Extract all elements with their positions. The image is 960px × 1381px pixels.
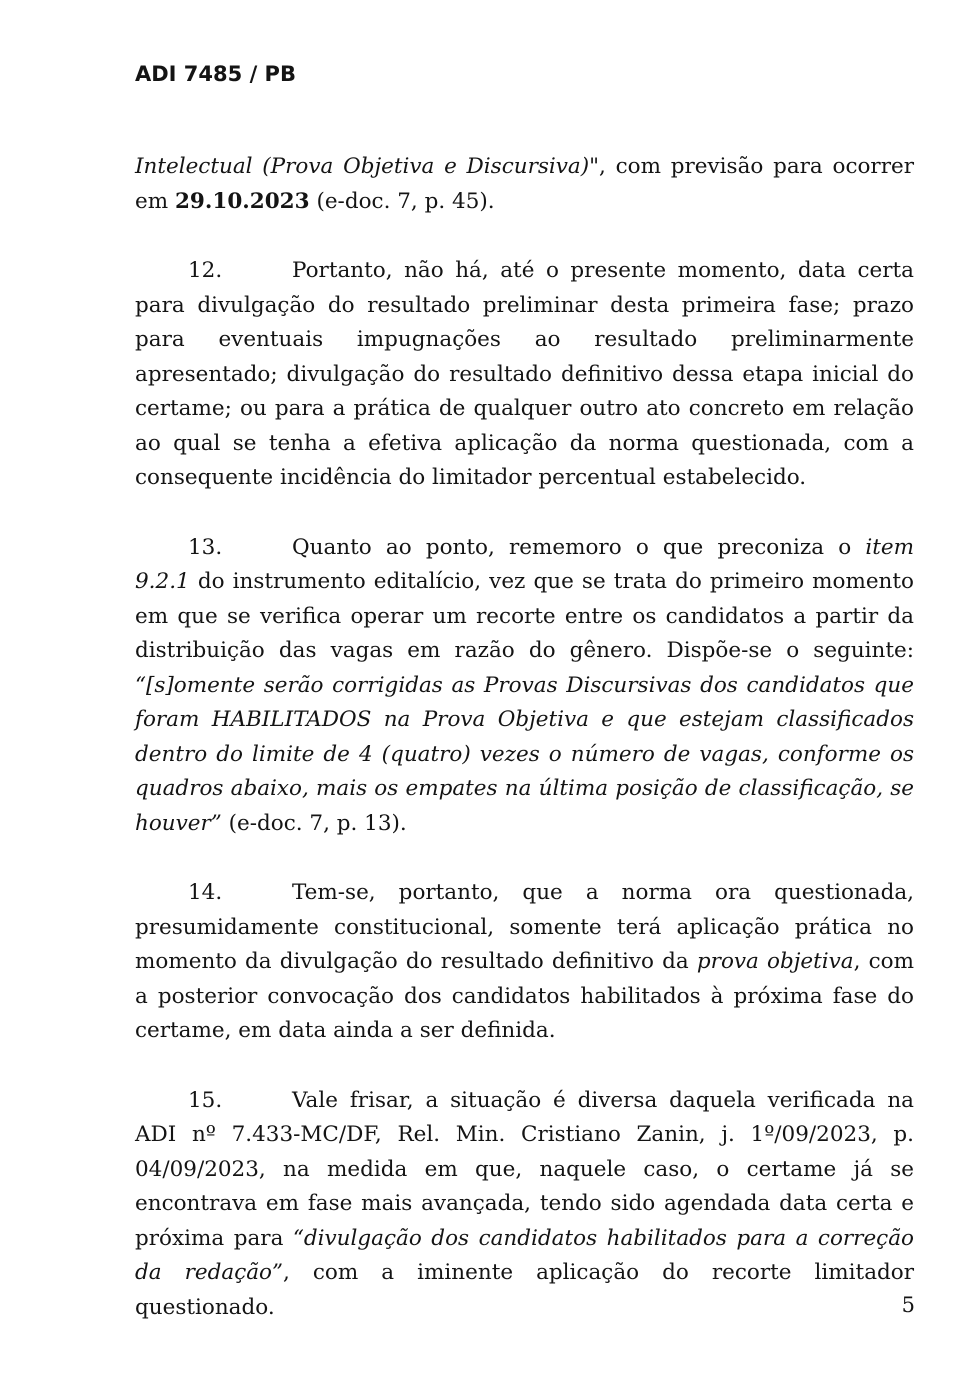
italic-text: prova objetiva [696,949,854,974]
quote-text: “divulgação dos candidatos habilitados para a correção da redação” [135,1225,914,1285]
text: Quanto ao ponto, rememoro o que preconiza o [292,534,866,560]
text: , com a posterior convocação dos candidatos habilitados à próxima fase do certame, em data ainda a ser definida. [135,949,914,1043]
case-header: ADI 7485 / PB [135,62,296,86]
paragraph-14 [135,876,914,1049]
text: (e-doc. 7, p. 45). [309,188,495,214]
text: , com previsão para ocorrer em [135,154,914,214]
text: , com a iminente aplicação do recorte limitador questionado. [135,1260,914,1320]
text: Tem-se, portanto, que a norma ora questionada, presumidamente constitucional, somente terá aplicação prática no momento da divulgação do resultado definitivo da [135,880,914,974]
paragraph-number: 12. [188,258,223,283]
paragraph-continuation [135,150,914,219]
document-body [135,150,914,1360]
text: do instrumento editalício, vez que se trata do primeiro momento em que se verifica operar um recorte entre os candidatos a partir da distribuição das vagas em razão do gênero. Dispõe-se o seguinte: [135,569,914,663]
date-text: 29.10.2023 [174,188,310,214]
italic-text: Intelectual (Prova Objetiva e Discursiva)" [135,154,600,179]
text: Vale frisar, a situação é diversa daquela verificada na ADI nº 7.433-MC/DF, Rel. Min. Cristiano Zanin, j. 1º/09/2023, p. 04/09/2023, na medida em que, naquele caso, o certame já se encontrava em fase mais avançada, tendo sido agendada data certa e próxima para [135,1087,914,1251]
paragraph-number: 14. [188,880,223,905]
quote-text: “[s]omente serão corrigidas as Provas Discursivas dos candidatos que foram HABILITADOS na Prova Objetiva e que estejam classificados dentro do limite de 4 (quatro) vezes o número de vagas, conforme os quadros abaixo, mais os empates na última posição de classificação, se houver” [135,672,914,836]
paragraph-12 [135,254,914,496]
italic-text: item 9.2.1 [135,534,914,594]
paragraph-number: 15. [188,1087,223,1113]
text: (e-doc. 7, p. 13). [221,810,407,836]
page-number: 5 [901,1293,915,1317]
paragraph-13 [135,531,914,842]
paragraph-text: Portanto, não há, até o presente momento, data certa para divulgação do resultado preliminar desta primeira fase; prazo para eventuais impugnações ao resultado preliminarmente apresentado; divulgação do resultado definitivo dessa etapa inicial do certame; ou para a prática de qualquer outro ato concreto em relação ao qual se tenha a efetiva aplicação da norma questionada, com a consequente incidência do limitador percentual estabelecido. [135,258,914,490]
paragraph-15 [135,1084,914,1326]
paragraph-number: 13. [188,534,223,560]
